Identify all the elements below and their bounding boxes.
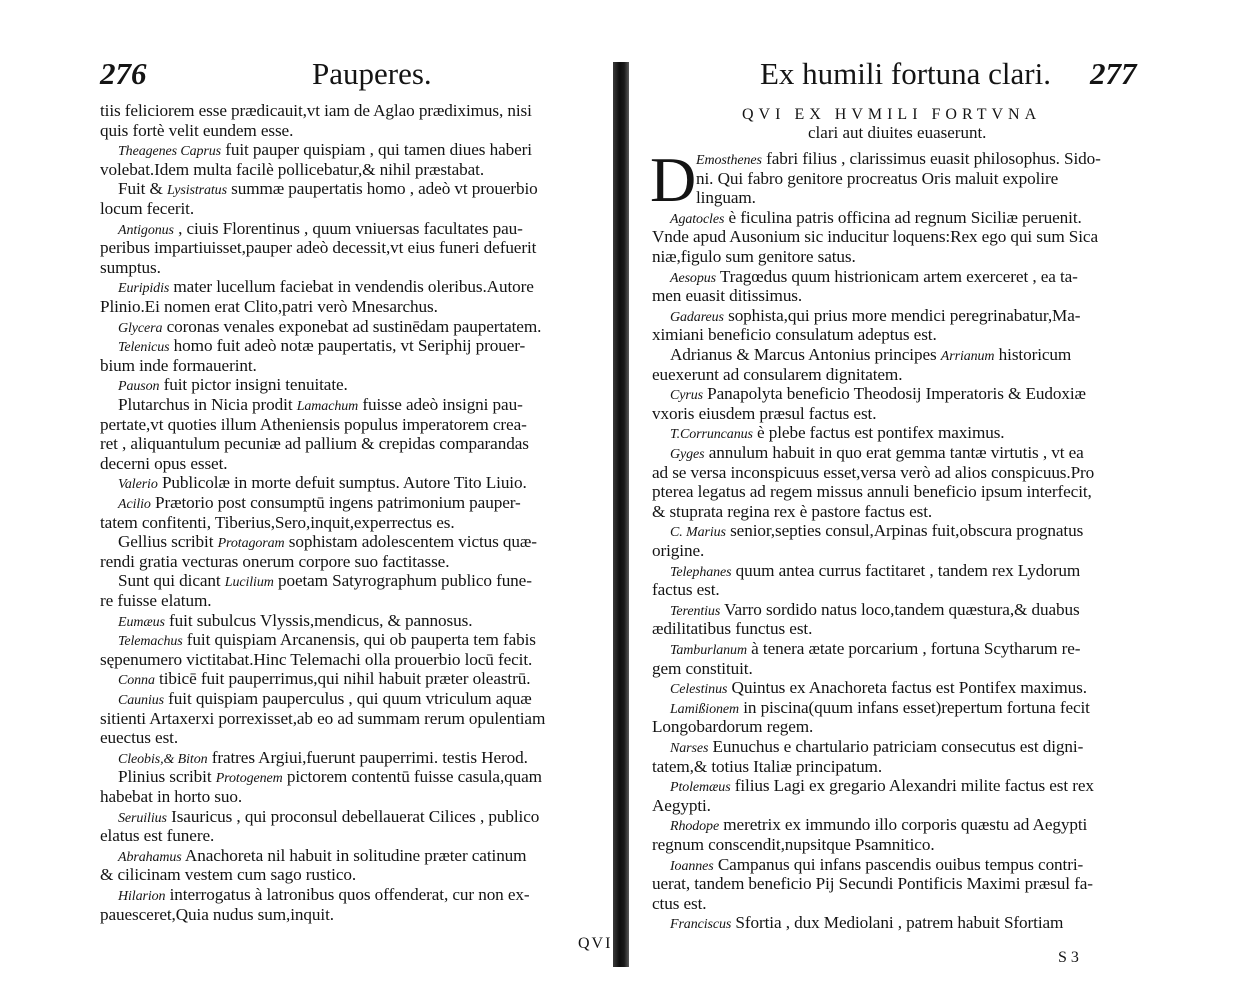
line-lead: Fuit & bbox=[118, 179, 167, 199]
line-text: in piscina(quum infans esset)repertum fortuna fecit bbox=[739, 697, 1090, 717]
line-text: pterea legatus ad regem missus annuli beneficio ipsum interfecit, bbox=[652, 482, 1092, 502]
line-text: fuit quispiam Arcanensis, qui ob pauperta tem fabis bbox=[182, 630, 536, 650]
text-line bbox=[100, 376, 348, 394]
text-line bbox=[100, 494, 521, 512]
italic-name: Rhodope bbox=[670, 819, 720, 835]
italic-name: Emosthenes bbox=[696, 153, 762, 168]
line-text: Quintus ex Anachoreta factus est Pontifex maximus. bbox=[727, 678, 1087, 698]
text-line bbox=[100, 827, 214, 844]
text-line bbox=[652, 875, 1093, 892]
line-text: fuit pauper quispiam , qui tamen diues haberi bbox=[221, 140, 532, 160]
italic-name: Pauson bbox=[118, 379, 160, 395]
text-line bbox=[100, 318, 541, 336]
section-subtitle: clari aut diuites euaserunt. bbox=[808, 123, 987, 142]
text-line bbox=[652, 287, 802, 304]
text-line bbox=[652, 797, 711, 814]
text-line bbox=[100, 357, 257, 374]
text-line bbox=[652, 170, 1058, 187]
line-text: Aegypti. bbox=[652, 795, 711, 815]
text-line bbox=[100, 651, 532, 668]
line-text: annulum habuit in quo erat gemma tantæ virtutis , vt ea bbox=[704, 443, 1084, 462]
italic-name: Antigonus bbox=[118, 222, 174, 238]
line-text: è ficulina patris officina ad regnum Siciliæ peruenit. bbox=[724, 207, 1082, 227]
text-line bbox=[652, 895, 706, 912]
line-text: fuit subulcus Vlyssis,mendicus, & pannosus. bbox=[164, 610, 473, 630]
line-text: gem constituit. bbox=[652, 658, 753, 678]
text-line bbox=[100, 220, 523, 238]
italic-name: Terentius bbox=[670, 603, 721, 619]
line-text: niæ,figulo sum genitore satus. bbox=[652, 247, 856, 266]
italic-name: Ioannes bbox=[670, 858, 714, 874]
line-text: Longobardorum regem. bbox=[652, 717, 814, 737]
italic-name: Hilarion bbox=[118, 889, 166, 904]
line-text: quis fortè velit eundem esse. bbox=[100, 120, 294, 140]
text-line bbox=[652, 307, 1080, 325]
italic-name: T.Corruncanus bbox=[670, 427, 753, 443]
line-text: euexerunt ad consularem dignitatem. bbox=[652, 364, 903, 384]
line-text: ret , aliquantulum pecuniæ ad pallium & crepidas comparandas bbox=[100, 434, 529, 454]
italic-name: Telenicus bbox=[118, 340, 170, 356]
line-text: habebat in horto suo. bbox=[100, 787, 243, 806]
text-line bbox=[100, 180, 538, 198]
italic-name: Telemachus bbox=[118, 634, 183, 650]
text-line bbox=[652, 816, 1087, 834]
italic-name: Protagoram bbox=[217, 536, 285, 552]
line-text: origine. bbox=[652, 541, 705, 560]
line-text: regnum conscendit,nupsitque Psamnitico. bbox=[652, 835, 935, 854]
line-text: ximiani beneficio consulatum adeptus est. bbox=[652, 325, 937, 345]
italic-name: Franciscus bbox=[670, 917, 732, 933]
line-text: ctus est. bbox=[652, 893, 707, 913]
right-page-number: 277 bbox=[1090, 56, 1137, 91]
line-text: fratres Argiui,fuerunt pauperrimi. testis Herod. bbox=[207, 747, 528, 767]
line-text: ædilitatibus functus est. bbox=[652, 619, 813, 639]
italic-name: Tamburlanum bbox=[670, 643, 747, 658]
text-line bbox=[652, 758, 882, 775]
line-text: Publicolæ in morte defuit sumptus. Autore Tito Liuio. bbox=[157, 473, 527, 493]
line-text: poetam Satyrographum publico fune- bbox=[273, 571, 532, 591]
drop-cap: D bbox=[650, 144, 697, 215]
line-text: tatem,& totius Italiæ principatum. bbox=[652, 756, 883, 776]
line-text: homo fuit adeò notæ paupertatis, vt Seriphij prouer- bbox=[169, 336, 526, 356]
text-line bbox=[652, 777, 1094, 795]
line-text: Varro sordido natus loco,tandem quæstura,& duabus bbox=[720, 599, 1080, 619]
italic-name: Seruilius bbox=[118, 810, 167, 826]
line-text: historicum bbox=[994, 345, 1072, 364]
line-text: euectus est. bbox=[100, 728, 179, 748]
text-line bbox=[652, 679, 1087, 697]
text-line bbox=[100, 866, 356, 883]
text-line bbox=[100, 612, 472, 630]
left-catchword: QVI bbox=[578, 935, 613, 952]
text-line bbox=[652, 483, 1092, 500]
line-text: sophistam adolescentem victus quæ- bbox=[284, 532, 537, 552]
text-line bbox=[100, 102, 532, 119]
text-line bbox=[100, 239, 536, 256]
line-text: ad se versa inconspicuus esset,versa verò ad alios conspicuus.Pro bbox=[652, 462, 1095, 482]
text-line bbox=[652, 640, 1080, 658]
italic-name: Ptolemæus bbox=[670, 780, 731, 796]
line-text: meretrix ex immundo illo corporis quæstu ad Aegypti bbox=[719, 815, 1088, 835]
text-line bbox=[652, 503, 932, 520]
text-line bbox=[652, 268, 1078, 286]
italic-name: Telephanes bbox=[670, 564, 732, 580]
text-line bbox=[652, 209, 1082, 227]
line-text: fuit pictor insigni tenuitate. bbox=[159, 375, 348, 395]
text-line bbox=[100, 768, 542, 786]
signature-mark: S 3 bbox=[1058, 949, 1079, 966]
line-text: fuisse adeò insigni pau- bbox=[358, 395, 523, 414]
italic-name: Narses bbox=[670, 741, 709, 756]
italic-name: Lucilium bbox=[224, 575, 274, 591]
text-line bbox=[652, 562, 1080, 580]
italic-name: Eumæus bbox=[118, 614, 165, 630]
text-line bbox=[100, 474, 527, 492]
line-text: à tenera ætate porcarium , fortuna Scytharum re- bbox=[746, 639, 1081, 658]
line-text: volebat.Idem multa facilè pollicebatur,& nihil præstabat. bbox=[100, 159, 485, 179]
line-text: fabri filius , clarissimus euasit philosophus. Sido- bbox=[761, 149, 1101, 168]
line-text: pictorem contentū fuisse casula,quam bbox=[282, 767, 542, 787]
italic-name: C. Marius bbox=[670, 525, 726, 541]
text-line bbox=[652, 581, 720, 598]
line-text: Isauricus , qui proconsul debellauerat Cilices , publico bbox=[166, 806, 540, 826]
italic-name: Agatocles bbox=[670, 211, 725, 227]
line-text: Sfortia , dux Mediolani , patrem habuit Sfortiam bbox=[731, 913, 1064, 933]
line-text: sophista,qui prius more mendici peregrinabatur,Ma- bbox=[723, 305, 1081, 325]
line-text: filius Lagi ex gregario Alexandri milite factus est rex bbox=[730, 776, 1094, 796]
left-running-head: Pauperes. bbox=[312, 56, 432, 91]
text-line bbox=[652, 346, 1071, 364]
text-line bbox=[652, 464, 1094, 481]
line-lead: Plutarchus in Nicia prodit bbox=[118, 395, 297, 414]
text-line bbox=[100, 553, 449, 570]
line-text: Vnde apud Ausonium sic inducitur loquens:Rex ego qui sum Sica bbox=[652, 227, 1098, 247]
line-text: è plebe factus est pontifex maximus. bbox=[752, 423, 1005, 443]
text-line bbox=[100, 847, 526, 865]
text-line bbox=[652, 248, 856, 265]
italic-name: Euripidis bbox=[118, 281, 170, 297]
text-line bbox=[100, 200, 194, 217]
line-text: ni. Qui fabro genitore procreatus Oris maluit expolire bbox=[696, 168, 1059, 188]
text-line bbox=[100, 416, 527, 433]
text-line bbox=[652, 366, 902, 383]
italic-name: Theagenes Caprus bbox=[118, 144, 222, 160]
line-text: elatus est funere. bbox=[100, 826, 215, 846]
text-line bbox=[100, 592, 211, 609]
line-text: vxoris eiusdem præsul factus est. bbox=[652, 403, 877, 423]
text-line bbox=[652, 699, 1090, 717]
line-text: locum fecerit. bbox=[100, 199, 195, 218]
text-line bbox=[100, 729, 178, 746]
line-text: rendi gratia vecturas onerum corpore suo factitasse. bbox=[100, 551, 450, 571]
line-text: Plinio.Ei nomen erat Clito,patri verò Mnesarchus. bbox=[100, 297, 438, 316]
line-text: & stuprata regina rex è pastore factus est. bbox=[652, 501, 933, 521]
line-text: fuit quispiam pauperculus , qui quum vtriculum aquæ bbox=[163, 689, 532, 708]
text-line bbox=[100, 710, 545, 727]
line-text: decerni opus esset. bbox=[100, 453, 228, 473]
book-gutter bbox=[613, 62, 629, 967]
left-page bbox=[0, 0, 612, 1000]
line-text: & cilicinam vestem cum sago rustico. bbox=[100, 865, 357, 885]
text-line bbox=[652, 150, 1101, 168]
line-text: peribus impartiuisset,pauper adeò decessit,vt eius funeri defuerit bbox=[100, 238, 537, 258]
line-text: uerat, tandem beneficio Pij Secundi Pontificis Maximi præsul fa- bbox=[652, 874, 1093, 894]
text-line bbox=[100, 670, 530, 688]
line-text: re fuisse elatum. bbox=[100, 591, 212, 610]
italic-name: Gyges bbox=[670, 447, 705, 462]
line-text: tibicē fuit pauperrimus,qui nihil habuit præter oleastrū. bbox=[154, 669, 531, 689]
line-text: interrogatus à latronibus quos offenderat, cur non ex- bbox=[165, 885, 530, 904]
italic-name: Celestinus bbox=[670, 682, 728, 698]
line-text: linguam. bbox=[696, 188, 756, 208]
line-text: summæ paupertatis homo , adeò vt prouerbio bbox=[226, 179, 538, 199]
line-text: factus est. bbox=[652, 580, 720, 600]
italic-name: Cleobis,& Biton bbox=[118, 751, 208, 767]
text-line bbox=[100, 631, 536, 649]
italic-name: Lamißionem bbox=[670, 701, 740, 717]
line-text: tatem confitenti, Tiberius,Sero,inquit,experrectus es. bbox=[100, 512, 455, 532]
italic-name: Conna bbox=[118, 673, 155, 689]
text-line bbox=[100, 337, 525, 355]
italic-name: Lamachum bbox=[296, 399, 359, 414]
text-line bbox=[100, 886, 530, 904]
line-text: Panapolyta beneficio Theodosij Imperatoris & Eudoxiæ bbox=[702, 384, 1086, 404]
text-line bbox=[652, 836, 935, 853]
line-text: tiis feliciorem esse prædicauit,vt iam de Aglao prædiximus, nisi bbox=[100, 101, 532, 120]
text-line bbox=[100, 298, 438, 315]
text-line bbox=[100, 396, 523, 414]
text-line bbox=[652, 405, 876, 422]
text-line bbox=[100, 533, 537, 551]
line-text: Tragœdus quum histrionicam artem exerceret , ea ta- bbox=[715, 266, 1078, 286]
line-text: bium inde formauerint. bbox=[100, 355, 257, 375]
section-title: QVI EX HVMILI FORTVNA bbox=[742, 106, 1042, 123]
text-line bbox=[652, 424, 1005, 442]
italic-name: Gadareus bbox=[670, 309, 724, 325]
text-line bbox=[652, 542, 704, 559]
text-line bbox=[652, 522, 1083, 540]
line-text: men euasit ditissimus. bbox=[652, 286, 803, 306]
left-page-number: 276 bbox=[100, 56, 147, 91]
line-text: sępenumero victitabat.Hinc Telemachi olla prouerbio locū fecit. bbox=[100, 649, 533, 669]
line-text: coronas venales exponebat ad sustinēdam paupertatem. bbox=[162, 316, 542, 336]
italic-name: Abrahamus bbox=[118, 849, 182, 865]
line-text: pertate,vt quoties illum Atheniensis populus imperatorem crea- bbox=[100, 414, 527, 434]
line-lead: Plinius scribit bbox=[118, 767, 216, 787]
line-text: Eunuchus e chartulario patriciam consecutus est digni- bbox=[708, 737, 1084, 756]
italic-name: Caunius bbox=[118, 693, 164, 708]
text-line bbox=[652, 385, 1086, 403]
line-text: sitienti Artaxerxi porrexisset,ab eo ad summam rerum opulentiam bbox=[100, 708, 546, 728]
text-line bbox=[100, 514, 455, 531]
text-line bbox=[652, 228, 1098, 245]
italic-name: Valerio bbox=[118, 477, 158, 493]
right-page bbox=[628, 0, 1243, 1000]
text-line bbox=[100, 749, 528, 767]
italic-name: Aesopus bbox=[670, 270, 716, 286]
line-text: pauesceret,Quia nudus sum,inquit. bbox=[100, 904, 334, 924]
text-line bbox=[652, 738, 1083, 756]
text-line bbox=[100, 788, 242, 805]
line-text: senior,septies consul,Arpinas fuit,obscura prognatus bbox=[725, 521, 1084, 541]
text-line bbox=[100, 572, 532, 590]
right-running-head: Ex humili fortuna clari. bbox=[760, 56, 1051, 91]
text-line bbox=[100, 141, 532, 159]
line-text: quum antea currus factitaret , tandem rex Lydorum bbox=[731, 560, 1081, 580]
text-line bbox=[652, 620, 812, 637]
line-text: , ciuis Florentinus , quum vniuersas facultates pau- bbox=[173, 218, 523, 238]
italic-name: Arrianum bbox=[940, 349, 995, 364]
text-line bbox=[652, 601, 1080, 619]
text-line bbox=[100, 259, 161, 276]
text-line bbox=[652, 444, 1084, 462]
italic-name: Lysistratus bbox=[166, 183, 227, 199]
line-lead: Gellius scribit bbox=[118, 532, 218, 552]
text-line bbox=[100, 435, 529, 452]
line-text: mater lucellum faciebat in vendendis oleribus.Autore bbox=[169, 277, 534, 297]
line-text: Anachoreta nil habuit in solitudine præter catinum bbox=[181, 845, 527, 865]
text-line bbox=[100, 906, 334, 923]
italic-name: Cyrus bbox=[670, 388, 703, 404]
italic-name: Acilio bbox=[118, 497, 151, 512]
text-line bbox=[100, 808, 539, 826]
line-text: sumptus. bbox=[100, 257, 161, 277]
text-line bbox=[100, 122, 293, 139]
line-text: Prætorio post consumptū ingens patrimonium pauper- bbox=[150, 493, 521, 512]
text-line bbox=[652, 914, 1063, 932]
text-line bbox=[652, 718, 813, 735]
text-line bbox=[100, 278, 534, 296]
text-line bbox=[100, 161, 484, 178]
text-line bbox=[652, 856, 1083, 874]
text-line bbox=[100, 690, 532, 708]
line-lead: Sunt qui dicant bbox=[118, 571, 225, 591]
line-lead: Adrianus & Marcus Antonius principes bbox=[670, 345, 941, 364]
italic-name: Glycera bbox=[118, 320, 163, 336]
italic-name: Protogenem bbox=[215, 771, 283, 787]
line-text: Campanus qui infans pascendis ouibus tempus contri- bbox=[713, 854, 1084, 874]
text-line bbox=[100, 455, 227, 472]
text-line bbox=[652, 660, 753, 677]
text-line bbox=[652, 326, 937, 343]
